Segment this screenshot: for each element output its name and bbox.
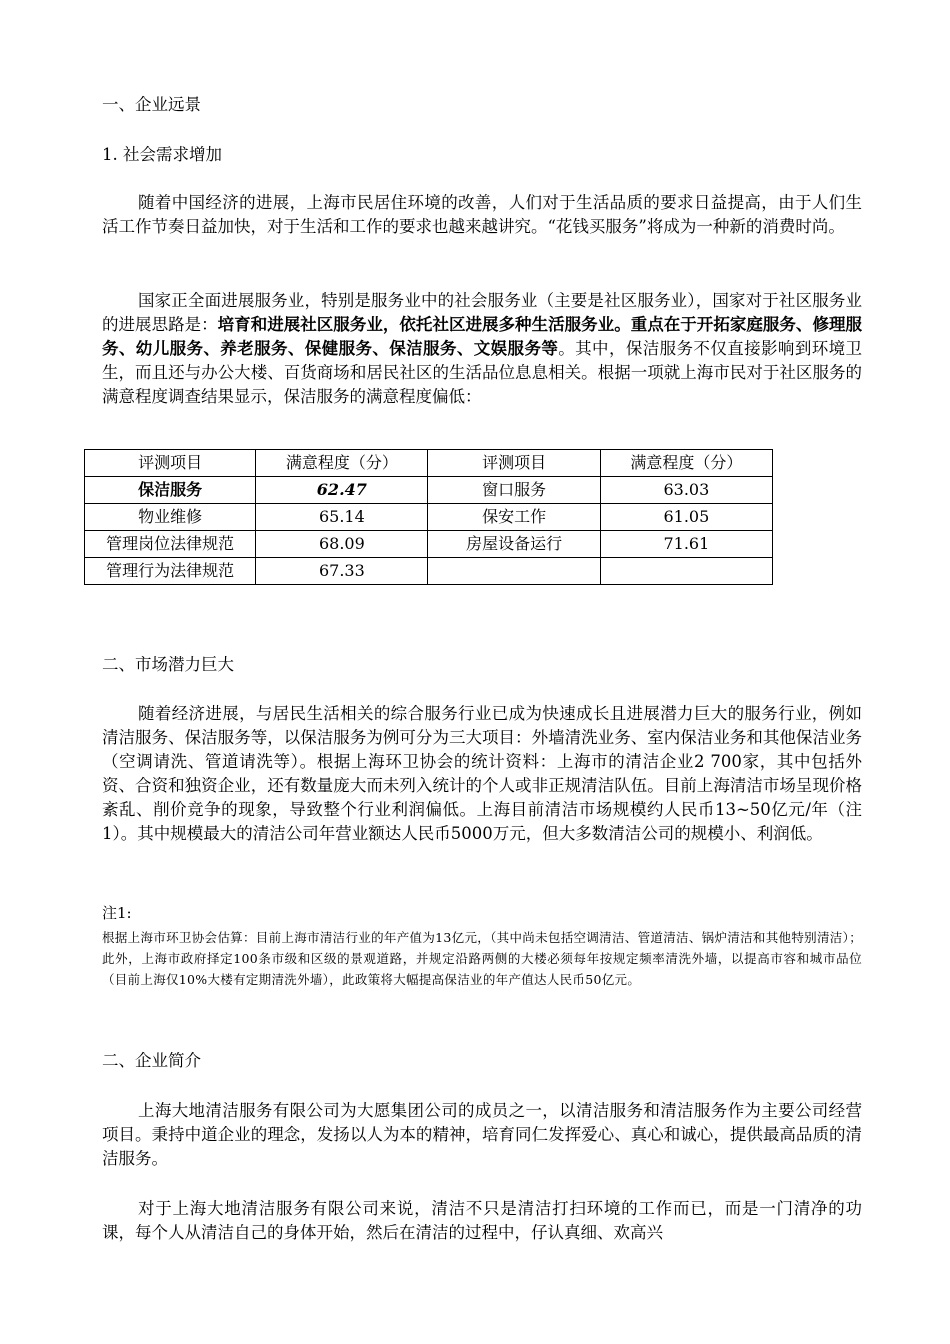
table-cell: 71.61: [600, 531, 772, 558]
table-row: [85, 504, 773, 531]
intro-paragraph-1: 上海大地清洁服务有限公司为大愿集团公司的成员之一，以清洁服务和清洁服务作为主要公司经营项目。秉持中道企业的理念，发扬以人为本的精神，培育同仁发挥爱心、真心和诚心，提供最高品质的清洁服务。: [102, 1101, 862, 1168]
table-cell: [600, 558, 772, 585]
policy-paragraph: [102, 289, 862, 409]
table-cell: 65.14: [256, 504, 428, 531]
market-paragraph: 随着经济进展，与居民生活相关的综合服务行业已成为快速成长且进展潜力巨大的服务行业，例如清洁服务、保洁服务等，以保洁服务为例可分为三大项目：外墙清洗业务、室内保洁业务和其他保洁业务（空调请洗、管道请洗等）。根据上海环卫协会的统计资料：上海市的清洁企业2 700家，其中包括外资、合资和独资企业，还有数量庞大而未列入统计的个人或非正规清洁队伍。目前上海清洁市场呈现价格紊乱、削价竞争的现象，导致整个行业利润偏低。上海目前清洁市场规模约人民币13~50亿元/年（注1）。其中规模最大的清洁公司年营业额达人民币5000万元，但大多数清洁公司的规模小、利润低。: [102, 704, 862, 843]
policy-text-bold: 培育和进展社区服务业，依托社区进展多种生活服务业。重点在于开拓家庭服务、修理服务、幼儿服务、养老服务、保健服务、保洁服务、文娱服务等: [102, 315, 863, 358]
table-row: [85, 477, 773, 504]
table-cell: 62.47: [256, 477, 428, 504]
table-cell: 67.33: [256, 558, 428, 585]
table-cell: 房屋设备运行: [428, 531, 600, 558]
table-cell: 61.05: [600, 504, 772, 531]
table-cell: 管理行为法律规范: [85, 558, 256, 585]
note-title: 注1:: [102, 904, 132, 922]
table-header-cell: 满意程度（分）: [256, 450, 428, 477]
table-cell: 保洁服务: [85, 477, 256, 504]
table-cell: 物业维修: [85, 504, 256, 531]
table-cell: 保安工作: [428, 504, 600, 531]
vision-heading: 一、企业远景: [102, 95, 201, 114]
table-cell: 窗口服务: [428, 477, 600, 504]
satisfaction-table: [84, 449, 773, 585]
table-cell: 63.03: [600, 477, 772, 504]
note-body: 根据上海市环卫协会估算：目前上海市清洁行业的年产值为13亿元，（其中尚未包括空调清洁、管道清洁、锅炉清洁和其他特别清洁）；此外，上海市政府择定100条市级和区级的景观道路，并规定沿路两侧的大楼必须每年按规定频率清洗外墙，以提高市容和城市品位（目前上海仅10%大楼有定期清洗外墙），此政策将大幅提高保洁业的年产值达人民币50亿元。: [102, 930, 862, 987]
policy-text-b: 。其中，保洁服务不仅直接影响到环境卫生，而且还与办公大楼、百货商场和居民社区的生活品位息息相关。根据一项就上海市民对于社区服务的满意程度调查结果显示，保洁服务的满意程度偏低：: [102, 339, 863, 406]
table-header-cell: 评测项目: [428, 450, 600, 477]
market-heading: 二、市场潜力巨大: [102, 655, 234, 674]
table-cell: 管理岗位法律规范: [85, 531, 256, 558]
table-row: [85, 558, 773, 585]
table-header-cell: 满意程度（分）: [600, 450, 772, 477]
demand-paragraph: 随着中国经济的进展，上海市民居住环境的改善，人们对于生活品质的要求日益提高，由于人们生活工作节奏日益加快，对于生活和工作的要求也越来越讲究。“花钱买服务”将成为一种新的消费时尚。: [102, 193, 862, 236]
policy-text-a: 国家正全面进展服务业，特别是服务业中的社会服务业（主要是社区服务业），国家对于社区服务业的进展思路是：: [102, 291, 862, 334]
table-header-row: [85, 450, 773, 477]
intro-heading: 二、企业简介: [102, 1051, 201, 1070]
table-header-cell: 评测项目: [85, 450, 256, 477]
demand-heading: 1. 社会需求增加: [102, 145, 222, 164]
intro-paragraph-2: 对于上海大地清洁服务有限公司来说，清洁不只是清洁打扫环境的工作而已，而是一门清净的功课，每个人从清洁自己的身体开始，然后在清洁的过程中，仔认真细、欢高兴: [102, 1199, 862, 1242]
table-cell: [428, 558, 600, 585]
table-cell: 68.09: [256, 531, 428, 558]
table-row: [85, 531, 773, 558]
